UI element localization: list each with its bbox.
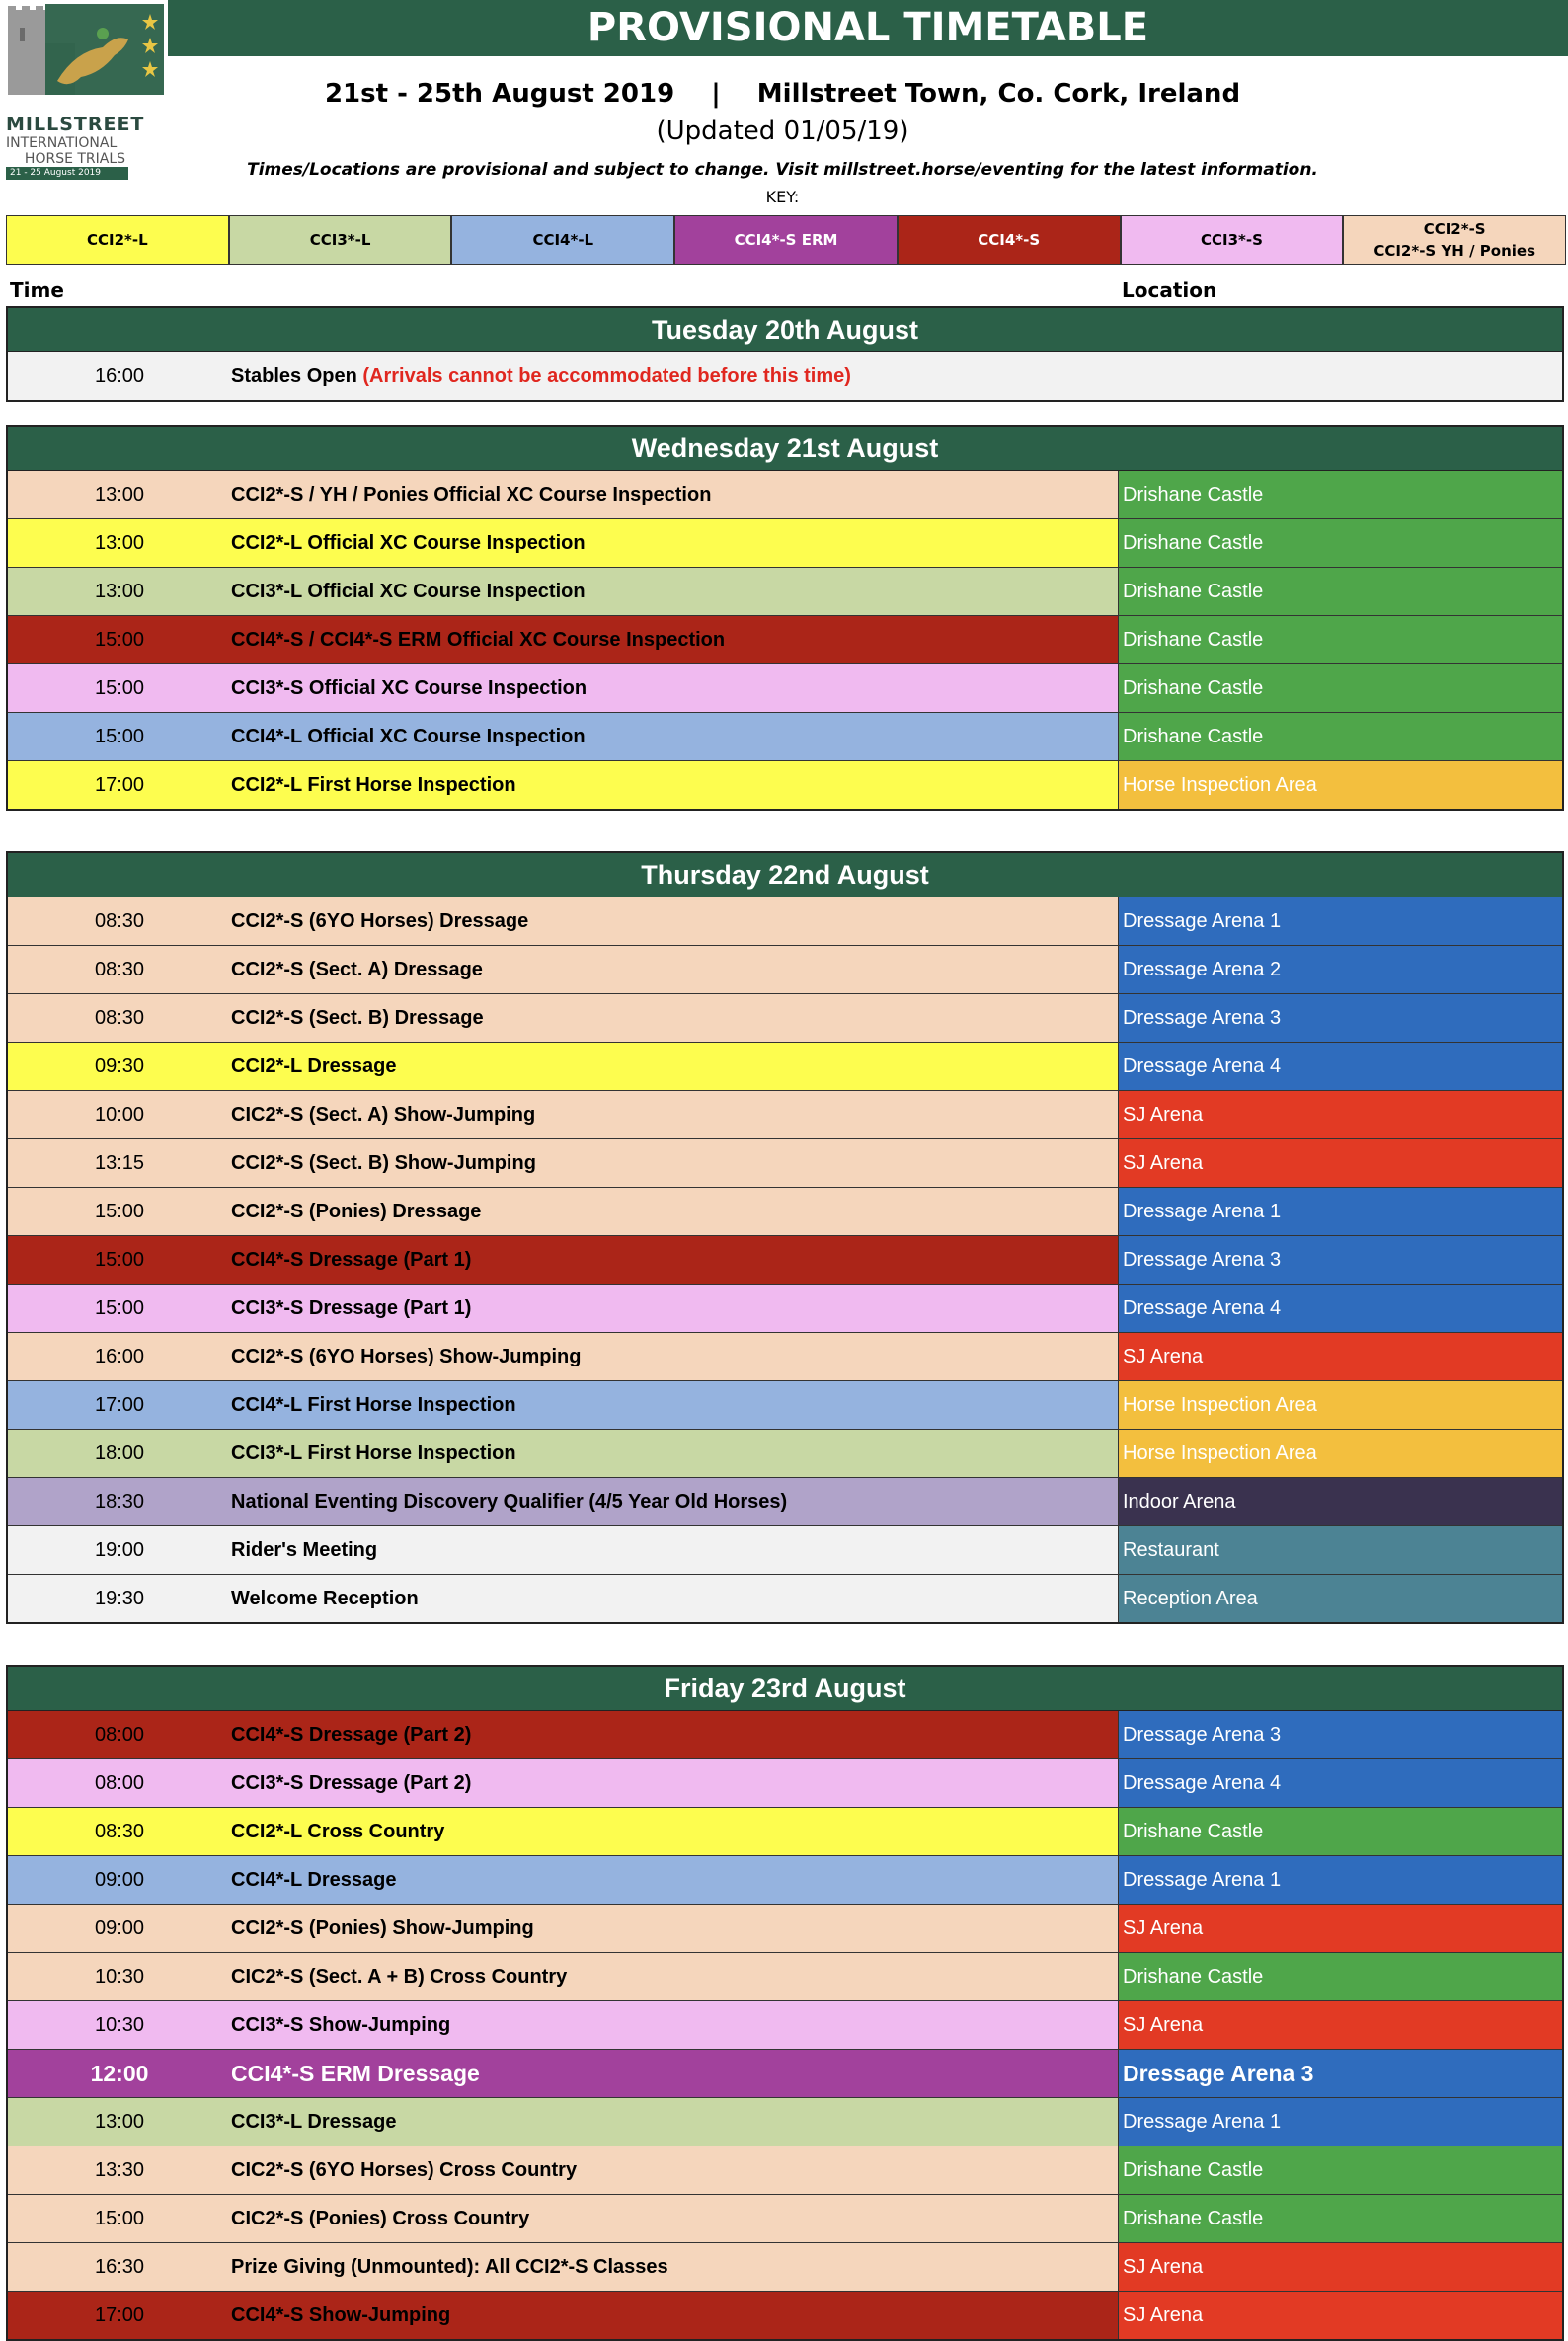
row-location: Dressage Arena 1 bbox=[1118, 1856, 1562, 1904]
row-event: Welcome Reception bbox=[231, 1588, 419, 1609]
location-column-header: Location bbox=[1122, 278, 1217, 302]
row-event: CCI3*-S Show-Jumping bbox=[231, 2014, 451, 2036]
timetable-row bbox=[8, 2243, 1562, 2292]
timetable-row bbox=[8, 1575, 1562, 1622]
row-location: SJ Arena bbox=[1118, 1139, 1562, 1187]
timetable-row bbox=[8, 713, 1562, 761]
row-event: CCI2*-S (Ponies) Dressage bbox=[231, 1201, 482, 1222]
castle-horse-icon bbox=[6, 4, 164, 122]
timetable-row bbox=[8, 1711, 1562, 1759]
timetable-row bbox=[8, 2292, 1562, 2339]
timetable-row bbox=[8, 1856, 1562, 1905]
key-label-text: CCI4*-L bbox=[532, 231, 594, 249]
row-location: SJ Arena bbox=[1118, 2243, 1562, 2291]
row-location bbox=[1118, 352, 1562, 400]
row-location: Drishane Castle bbox=[1118, 568, 1562, 615]
day-heading: Thursday 22nd August bbox=[8, 853, 1562, 897]
separator: | bbox=[711, 79, 721, 109]
row-location: Dressage Arena 3 bbox=[1118, 1711, 1562, 1758]
timetable-row bbox=[8, 471, 1562, 519]
row-event: CCI4*-S Show-Jumping bbox=[231, 2304, 451, 2326]
provisional-notice: Times/Locations are provisional and subject to change. Visit millstreet.horse/eventing for the latest information. bbox=[247, 160, 1318, 180]
row-time: 15:00 bbox=[94, 2208, 145, 2229]
logo-date-strip: 21 - 25 August 2019 bbox=[6, 167, 128, 180]
row-event: CCI2*-S (Sect. A) Dressage bbox=[231, 959, 483, 980]
key-label-text: CCI2*-L bbox=[87, 231, 148, 249]
row-time: 13:15 bbox=[94, 1152, 145, 1174]
row-location: Dressage Arena 3 bbox=[1118, 2050, 1562, 2097]
timetable-row bbox=[8, 761, 1562, 809]
timetable-row bbox=[8, 1953, 1562, 2001]
row-event: CCI2*-S (6YO Horses) Show-Jumping bbox=[231, 1346, 582, 1367]
row-location: Restaurant bbox=[1118, 1526, 1562, 1574]
row-time: 09:30 bbox=[94, 1055, 145, 1077]
row-location: Dressage Arena 4 bbox=[1118, 1759, 1562, 1807]
row-event: CCI3*-S Official XC Course Inspection bbox=[231, 677, 588, 699]
key-label: KEY: bbox=[765, 188, 800, 206]
timetable-row bbox=[8, 2098, 1562, 2146]
row-time: 18:00 bbox=[94, 1443, 145, 1464]
row-location: Drishane Castle bbox=[1118, 519, 1562, 567]
key-label-text: CCI3*-S bbox=[1200, 231, 1263, 249]
row-event: CCI2*-S (Ponies) Show-Jumping bbox=[231, 1917, 534, 1939]
key-label-text: CCI4*-S ERM bbox=[734, 231, 838, 249]
row-time: 19:00 bbox=[94, 1539, 145, 1561]
key-cell bbox=[674, 215, 898, 265]
timetable-row bbox=[8, 568, 1562, 616]
row-time: 08:00 bbox=[94, 1724, 145, 1746]
row-time: 17:00 bbox=[94, 1394, 145, 1416]
row-location: Indoor Arena bbox=[1118, 1478, 1562, 1525]
timetable-row bbox=[8, 1905, 1562, 1953]
timetable-row bbox=[8, 2001, 1562, 2050]
row-event: Stables Open (Arrivals cannot be accommodated before this time) bbox=[231, 365, 851, 387]
row-time: 15:00 bbox=[94, 726, 145, 747]
row-location: Horse Inspection Area bbox=[1118, 761, 1562, 809]
logo-line2: INTERNATIONAL bbox=[6, 135, 118, 151]
row-time: 17:00 bbox=[94, 774, 145, 796]
row-time: 08:30 bbox=[94, 1821, 145, 1842]
row-location: Dressage Arena 3 bbox=[1118, 994, 1562, 1042]
row-event: National Eventing Discovery Qualifier (4/5 Year Old Horses) bbox=[231, 1491, 788, 1513]
row-time: 18:30 bbox=[94, 1491, 145, 1513]
row-event: CCI2*-S (Sect. B) Dressage bbox=[231, 1007, 484, 1029]
timetable-row bbox=[8, 1091, 1562, 1139]
day-heading: Friday 23rd August bbox=[8, 1667, 1562, 1711]
colour-key bbox=[6, 215, 1566, 265]
timetable-row bbox=[8, 1808, 1562, 1856]
event-dates-venue bbox=[168, 79, 1397, 109]
row-event: CCI4*-S / CCI4*-S ERM Official XC Course Inspection bbox=[231, 629, 726, 651]
row-time: 08:30 bbox=[94, 1007, 145, 1029]
row-event: CCI3*-S Dressage (Part 2) bbox=[231, 1772, 472, 1794]
row-event: CCI4*-S Dressage (Part 2) bbox=[231, 1724, 472, 1746]
key-cell bbox=[6, 215, 229, 265]
row-time: 12:00 bbox=[90, 2061, 149, 2086]
row-location: Dressage Arena 1 bbox=[1118, 1188, 1562, 1235]
event-dates: 21st - 25th August 2019 bbox=[324, 79, 675, 109]
timetable-row bbox=[8, 2050, 1562, 2098]
timetable-row bbox=[8, 1285, 1562, 1333]
row-event: CCI2*-L Official XC Course Inspection bbox=[231, 532, 586, 554]
row-time: 10:30 bbox=[94, 2014, 145, 2036]
day-heading: Wednesday 21st August bbox=[8, 427, 1562, 471]
row-time: 09:00 bbox=[94, 1869, 145, 1891]
row-time: 17:00 bbox=[94, 2304, 145, 2326]
timetable-row bbox=[8, 1759, 1562, 1808]
row-event: CIC2*-S (Sect. A + B) Cross Country bbox=[231, 1966, 568, 1988]
timetable-row bbox=[8, 616, 1562, 664]
row-location: Drishane Castle bbox=[1118, 471, 1562, 518]
row-location: Drishane Castle bbox=[1118, 713, 1562, 760]
day-section bbox=[6, 306, 1564, 402]
row-event: CCI2*-L First Horse Inspection bbox=[231, 774, 516, 796]
row-location: Horse Inspection Area bbox=[1118, 1430, 1562, 1477]
row-location: Dressage Arena 4 bbox=[1118, 1285, 1562, 1332]
row-location: Drishane Castle bbox=[1118, 2195, 1562, 2242]
row-event: CCI2*-S (6YO Horses) Dressage bbox=[231, 910, 529, 932]
row-location: Drishane Castle bbox=[1118, 1953, 1562, 2000]
timetable-row bbox=[8, 352, 1562, 400]
key-label-text: CCI4*-S bbox=[978, 231, 1041, 249]
row-event: CCI2*-S (Sect. B) Show-Jumping bbox=[231, 1152, 536, 1174]
timetable-row bbox=[8, 2146, 1562, 2195]
key-cell bbox=[229, 215, 452, 265]
row-event: CCI3*-L Dressage bbox=[231, 2111, 397, 2133]
page-title: PROVISIONAL TIMETABLE bbox=[168, 0, 1568, 56]
row-location: SJ Arena bbox=[1118, 2292, 1562, 2339]
row-time: 08:00 bbox=[94, 1772, 145, 1794]
timetable-row bbox=[8, 1139, 1562, 1188]
row-time: 10:30 bbox=[94, 1966, 145, 1988]
timetable-row bbox=[8, 1333, 1562, 1381]
row-location: Horse Inspection Area bbox=[1118, 1381, 1562, 1429]
row-time: 16:00 bbox=[94, 365, 145, 387]
row-event: CCI2*-L Cross Country bbox=[231, 1821, 445, 1842]
row-location: SJ Arena bbox=[1118, 1091, 1562, 1138]
key-label-text: CCI2*-S bbox=[1423, 220, 1486, 238]
row-event: CIC2*-S (Ponies) Cross Country bbox=[231, 2208, 530, 2229]
timetable-row bbox=[8, 1236, 1562, 1285]
key-cell bbox=[1343, 215, 1566, 265]
timetable-row bbox=[8, 1188, 1562, 1236]
row-time: 13:00 bbox=[94, 484, 145, 506]
key-cell bbox=[1121, 215, 1344, 265]
row-time: 16:30 bbox=[94, 2256, 145, 2278]
key-cell bbox=[898, 215, 1121, 265]
timetable-row bbox=[8, 1526, 1562, 1575]
row-location: Drishane Castle bbox=[1118, 2146, 1562, 2194]
row-location: SJ Arena bbox=[1118, 1333, 1562, 1380]
row-time: 15:00 bbox=[94, 1297, 145, 1319]
row-time: 13:00 bbox=[94, 581, 145, 602]
row-time: 13:30 bbox=[94, 2159, 145, 2181]
row-event: CCI3*-S Dressage (Part 1) bbox=[231, 1297, 472, 1319]
row-event: CCI2*-L Dressage bbox=[231, 1055, 397, 1077]
key-label-text: CCI3*-L bbox=[309, 231, 371, 249]
row-time: 15:00 bbox=[94, 1249, 145, 1271]
row-event: CCI3*-L First Horse Inspection bbox=[231, 1443, 516, 1464]
row-location: Drishane Castle bbox=[1118, 664, 1562, 712]
row-event: CIC2*-S (Sect. A) Show-Jumping bbox=[231, 1104, 536, 1126]
row-time: 09:00 bbox=[94, 1917, 145, 1939]
row-time: 13:00 bbox=[94, 532, 145, 554]
row-time: 08:30 bbox=[94, 959, 145, 980]
row-event: CCI4*-L First Horse Inspection bbox=[231, 1394, 516, 1416]
logo-line1: MILLSTREET bbox=[6, 114, 145, 135]
row-location: Drishane Castle bbox=[1118, 1808, 1562, 1855]
row-location: Dressage Arena 3 bbox=[1118, 1236, 1562, 1284]
row-event: CCI4*-L Dressage bbox=[231, 1869, 397, 1891]
row-location: SJ Arena bbox=[1118, 1905, 1562, 1952]
row-location: Reception Area bbox=[1118, 1575, 1562, 1622]
row-event: CIC2*-S (6YO Horses) Cross Country bbox=[231, 2159, 578, 2181]
key-label-text-2: CCI2*-S YH / Ponies bbox=[1373, 242, 1536, 260]
day-heading: Tuesday 20th August bbox=[8, 308, 1562, 352]
event-logo bbox=[6, 4, 164, 178]
timetable-row bbox=[8, 994, 1562, 1043]
timetable-row bbox=[8, 519, 1562, 568]
timetable-row bbox=[8, 946, 1562, 994]
row-time: 08:30 bbox=[94, 910, 145, 932]
logo-line3: HORSE TRIALS bbox=[24, 151, 126, 167]
row-time: 15:00 bbox=[94, 1201, 145, 1222]
row-location: Drishane Castle bbox=[1118, 616, 1562, 663]
day-section bbox=[6, 425, 1564, 811]
row-event: CCI3*-L Official XC Course Inspection bbox=[231, 581, 586, 602]
day-section bbox=[6, 851, 1564, 1624]
row-location: SJ Arena bbox=[1118, 2001, 1562, 2049]
row-time: 16:00 bbox=[94, 1346, 145, 1367]
row-time: 19:30 bbox=[94, 1588, 145, 1609]
row-location: Dressage Arena 4 bbox=[1118, 1043, 1562, 1090]
row-event: CCI4*-S Dressage (Part 1) bbox=[231, 1249, 472, 1271]
day-section bbox=[6, 1665, 1564, 2341]
time-column-header: Time bbox=[10, 278, 64, 302]
row-time: 15:00 bbox=[94, 629, 145, 651]
timetable-row bbox=[8, 2195, 1562, 2243]
timetable-row bbox=[8, 1381, 1562, 1430]
row-time: 15:00 bbox=[94, 677, 145, 699]
row-event: CCI4*-S ERM Dressage bbox=[231, 2061, 480, 2086]
row-location: Dressage Arena 1 bbox=[1118, 897, 1562, 945]
timetable-row bbox=[8, 1478, 1562, 1526]
row-note: (Arrivals cannot be accommodated before this time) bbox=[356, 365, 851, 387]
row-location: Dressage Arena 1 bbox=[1118, 2098, 1562, 2146]
timetable-row bbox=[8, 664, 1562, 713]
event-venue: Millstreet Town, Co. Cork, Ireland bbox=[756, 79, 1241, 109]
row-location: Dressage Arena 2 bbox=[1118, 946, 1562, 993]
row-event: CCI4*-L Official XC Course Inspection bbox=[231, 726, 586, 747]
key-cell bbox=[451, 215, 674, 265]
row-time: 13:00 bbox=[94, 2111, 145, 2133]
row-event: Rider's Meeting bbox=[231, 1539, 378, 1561]
row-event: CCI2*-S / YH / Ponies Official XC Course Inspection bbox=[231, 484, 712, 506]
updated-date: (Updated 01/05/19) bbox=[656, 117, 909, 146]
row-time: 10:00 bbox=[94, 1104, 145, 1126]
row-event: Prize Giving (Unmounted): All CCI2*-S Classes bbox=[231, 2256, 668, 2278]
timetable-row bbox=[8, 1043, 1562, 1091]
timetable-row bbox=[8, 897, 1562, 946]
timetable-row bbox=[8, 1430, 1562, 1478]
